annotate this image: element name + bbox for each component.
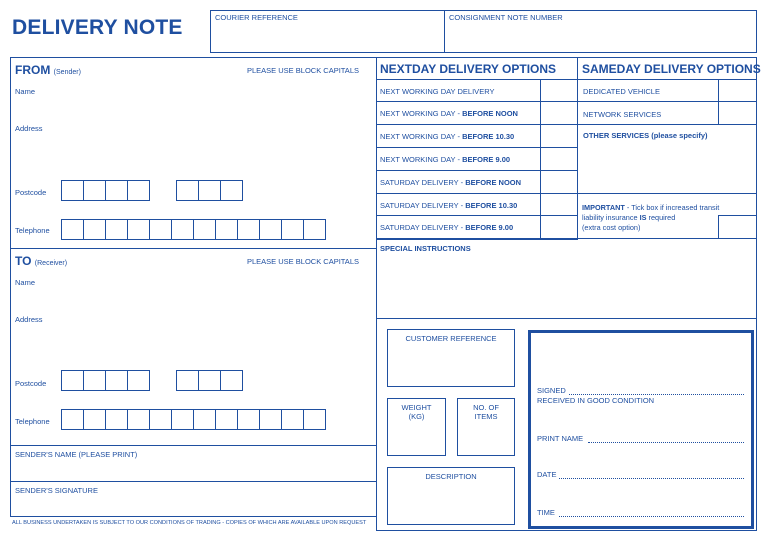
sameday-heading: SAMEDAY DELIVERY OPTIONS bbox=[582, 62, 761, 76]
nextday-option-checkbox[interactable] bbox=[540, 147, 578, 171]
telephone-char-box[interactable] bbox=[105, 219, 128, 240]
nextday-option-label: NEXT WORKING DAY - BEFORE NOON bbox=[380, 109, 518, 118]
telephone-char-box[interactable] bbox=[127, 409, 150, 430]
time-label: TIME bbox=[537, 508, 555, 517]
customer-reference-field[interactable] bbox=[387, 329, 515, 387]
telephone-char-box[interactable] bbox=[303, 219, 326, 240]
dedicated-vehicle-row bbox=[577, 79, 719, 102]
telephone-char-box[interactable] bbox=[61, 219, 84, 240]
postcode-char-box[interactable] bbox=[61, 370, 84, 391]
from-address-label: Address bbox=[15, 124, 43, 133]
nextday-option-row bbox=[376, 170, 541, 194]
from-name-label: Name bbox=[15, 87, 36, 96]
to-block-capitals: PLEASE USE BLOCK CAPITALS bbox=[247, 257, 359, 266]
nextday-option-label: NEXT WORKING DAY - BEFORE 9.00 bbox=[380, 155, 511, 164]
senders-signature-field[interactable] bbox=[10, 481, 377, 517]
footer-terms: ALL BUSINESS UNDERTAKEN IS SUBJECT TO OUR CONDITIONS OF TRADING - COPIES OF WHICH ARE AVAILABLE UPON REQUEST bbox=[12, 520, 367, 526]
description-label: DESCRIPTION bbox=[425, 472, 477, 481]
telephone-char-box[interactable] bbox=[171, 409, 194, 430]
description-field[interactable] bbox=[387, 467, 515, 525]
postcode-char-box[interactable] bbox=[198, 180, 221, 201]
nextday-option-row bbox=[376, 79, 541, 102]
telephone-char-box[interactable] bbox=[303, 409, 326, 430]
nextday-option-label: NEXT WORKING DAY - BEFORE 10.30 bbox=[380, 132, 515, 141]
from-postcode-label: Postcode bbox=[15, 188, 47, 197]
telephone-char-box[interactable] bbox=[83, 409, 106, 430]
from-heading: FROM (Sender) bbox=[15, 63, 81, 77]
nextday-option-row bbox=[376, 147, 541, 171]
nextday-option-checkbox[interactable] bbox=[540, 215, 578, 240]
postcode-char-box[interactable] bbox=[61, 180, 84, 201]
telephone-char-box[interactable] bbox=[237, 409, 260, 430]
date-line[interactable] bbox=[559, 478, 744, 479]
network-services-checkbox[interactable] bbox=[718, 101, 757, 125]
customer-reference-label: CUSTOMER REFERENCE bbox=[405, 334, 497, 343]
to-postcode-label: Postcode bbox=[15, 379, 47, 388]
weight-label: WEIGHT (KG) bbox=[401, 403, 432, 421]
telephone-char-box[interactable] bbox=[259, 409, 282, 430]
dedicated-vehicle-label: DEDICATED VEHICLE bbox=[583, 87, 660, 96]
print-name-label: PRINT NAME bbox=[537, 434, 584, 443]
received-label: RECEIVED IN GOOD CONDITION bbox=[537, 396, 655, 405]
from-telephone-label: Telephone bbox=[15, 226, 50, 235]
telephone-char-box[interactable] bbox=[171, 219, 194, 240]
network-services-row bbox=[577, 101, 719, 125]
postcode-char-box[interactable] bbox=[176, 370, 199, 391]
nextday-option-label: SATURDAY DELIVERY - BEFORE NOON bbox=[380, 178, 522, 187]
items-label: NO. OF ITEMS bbox=[473, 403, 499, 421]
to-address-label: Address bbox=[15, 315, 43, 324]
from-block-capitals: PLEASE USE BLOCK CAPITALS bbox=[247, 66, 359, 75]
nextday-option-checkbox[interactable] bbox=[540, 193, 578, 216]
telephone-char-box[interactable] bbox=[259, 219, 282, 240]
signed-label: SIGNED bbox=[537, 386, 566, 395]
nextday-option-row bbox=[376, 193, 541, 216]
courier-reference-label: COURIER REFERENCE bbox=[215, 13, 298, 22]
nextday-option-row bbox=[376, 101, 541, 125]
items-field[interactable] bbox=[457, 398, 515, 456]
insurance-checkbox[interactable] bbox=[718, 215, 757, 239]
other-services-field[interactable] bbox=[577, 124, 757, 194]
courier-reference-field[interactable] bbox=[210, 10, 445, 53]
postcode-char-box[interactable] bbox=[127, 180, 150, 201]
telephone-char-box[interactable] bbox=[281, 219, 304, 240]
postcode-char-box[interactable] bbox=[127, 370, 150, 391]
insurance-note: IMPORTANT - Tick box if increased transit liability insurance IS required (extra cost option) bbox=[582, 203, 720, 232]
time-line[interactable] bbox=[559, 516, 744, 517]
consignment-number-field[interactable] bbox=[444, 10, 757, 53]
telephone-char-box[interactable] bbox=[149, 219, 172, 240]
nextday-option-row bbox=[376, 215, 541, 240]
nextday-option-label: NEXT WORKING DAY DELIVERY bbox=[380, 87, 495, 96]
telephone-char-box[interactable] bbox=[281, 409, 304, 430]
telephone-char-box[interactable] bbox=[237, 219, 260, 240]
to-name-label: Name bbox=[15, 278, 36, 287]
senders-signature-label: SENDER'S SIGNATURE bbox=[15, 486, 98, 495]
senders-name-label: SENDER'S NAME (PLEASE PRINT) bbox=[15, 450, 138, 459]
telephone-char-box[interactable] bbox=[193, 219, 216, 240]
other-services-label: OTHER SERVICES (please specify) bbox=[583, 131, 708, 140]
nextday-option-label: SATURDAY DELIVERY - BEFORE 9.00 bbox=[380, 223, 514, 232]
signed-line[interactable] bbox=[569, 394, 744, 395]
nextday-option-row bbox=[376, 124, 541, 148]
telephone-char-box[interactable] bbox=[61, 409, 84, 430]
postcode-char-box[interactable] bbox=[105, 370, 128, 391]
special-instructions-field[interactable] bbox=[376, 238, 757, 319]
special-instructions-label: SPECIAL INSTRUCTIONS bbox=[380, 244, 471, 253]
postcode-char-box[interactable] bbox=[220, 370, 243, 391]
to-heading: TO (Receiver) bbox=[15, 254, 68, 268]
nextday-option-checkbox[interactable] bbox=[540, 101, 578, 125]
postcode-char-box[interactable] bbox=[83, 180, 106, 201]
nextday-option-label: SATURDAY DELIVERY - BEFORE 10.30 bbox=[380, 201, 518, 210]
postcode-char-box[interactable] bbox=[220, 180, 243, 201]
postcode-char-box[interactable] bbox=[83, 370, 106, 391]
weight-field[interactable] bbox=[387, 398, 446, 456]
date-label: DATE bbox=[537, 470, 557, 479]
network-services-label: NETWORK SERVICES bbox=[583, 110, 662, 119]
page-title: DELIVERY NOTE bbox=[12, 16, 183, 39]
telephone-char-box[interactable] bbox=[149, 409, 172, 430]
print-name-line[interactable] bbox=[588, 442, 744, 443]
postcode-char-box[interactable] bbox=[176, 180, 199, 201]
nextday-option-checkbox[interactable] bbox=[540, 170, 578, 194]
nextday-option-checkbox[interactable] bbox=[540, 79, 578, 102]
telephone-char-box[interactable] bbox=[83, 219, 106, 240]
telephone-char-box[interactable] bbox=[215, 219, 238, 240]
receipt-box bbox=[528, 330, 754, 529]
postcode-char-box[interactable] bbox=[105, 180, 128, 201]
postcode-char-box[interactable] bbox=[198, 370, 221, 391]
telephone-char-box[interactable] bbox=[127, 219, 150, 240]
nextday-option-checkbox[interactable] bbox=[540, 124, 578, 148]
dedicated-vehicle-checkbox[interactable] bbox=[718, 79, 757, 102]
to-telephone-label: Telephone bbox=[15, 417, 50, 426]
senders-name-field[interactable] bbox=[10, 445, 377, 482]
consignment-number-label: CONSIGNMENT NOTE NUMBER bbox=[449, 13, 563, 22]
telephone-char-box[interactable] bbox=[193, 409, 216, 430]
telephone-char-box[interactable] bbox=[105, 409, 128, 430]
nextday-heading: NEXTDAY DELIVERY OPTIONS bbox=[380, 62, 557, 76]
telephone-char-box[interactable] bbox=[215, 409, 238, 430]
